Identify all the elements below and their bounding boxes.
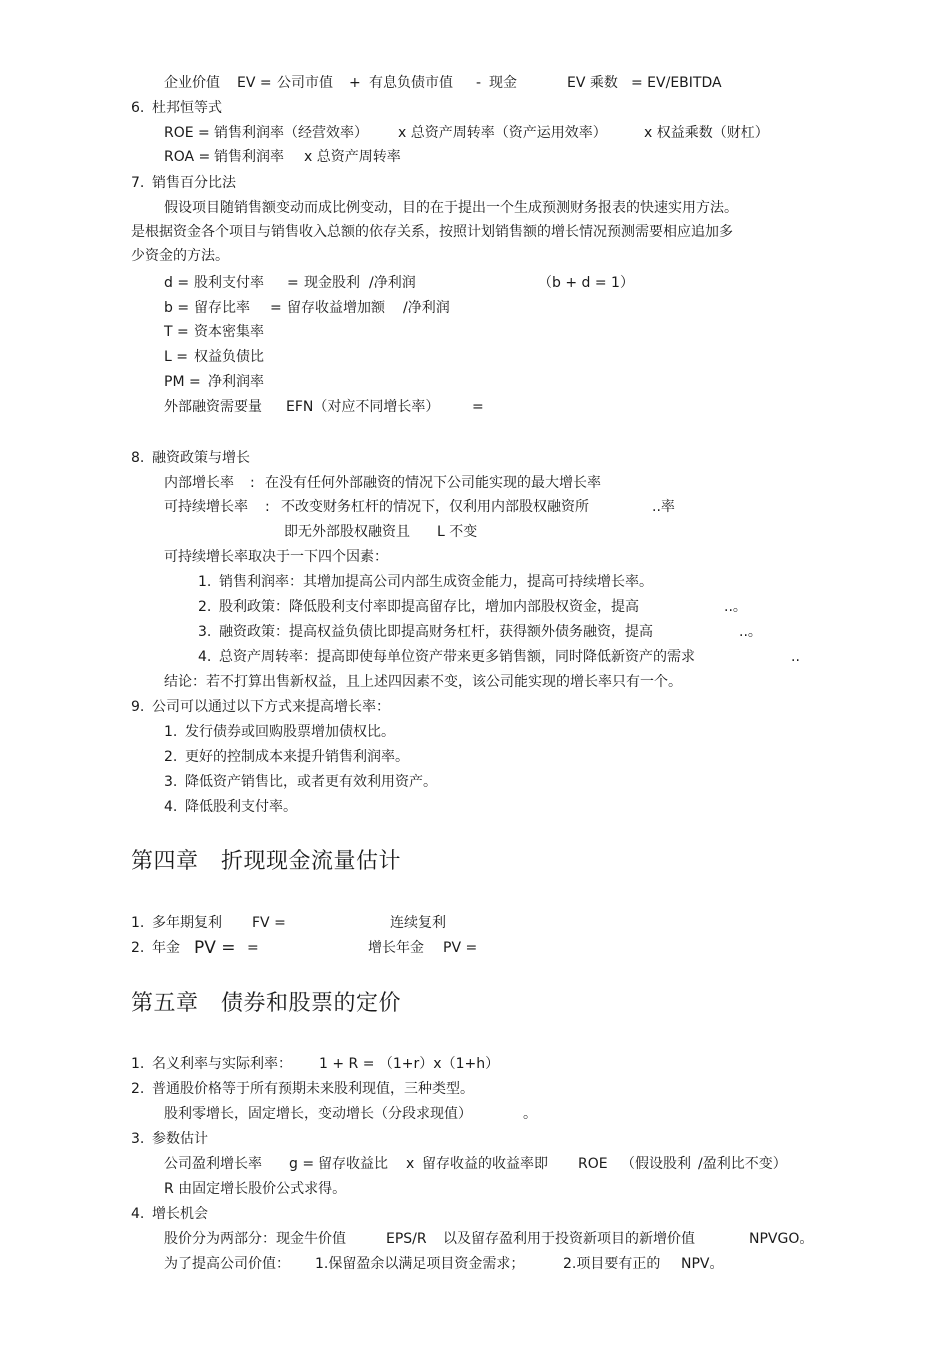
line-growth-rate: 公司盈利增长率 g = 留存收益比 x 留存收益的收益率即 ROE （假设股利 /盈利比不变） [164, 1156, 787, 1172]
pricing-item-1: 1. 名义利率与实际利率： 1 + R = （1+r）x（1+h） [131, 1056, 500, 1072]
method-item-1: 1. 发行债券或回购股票增加债权比。 [164, 724, 395, 740]
line-no-external: 即无外部股权融资且 L 不变 [284, 524, 478, 540]
pricing-item-4: 4. 增长机会 [131, 1206, 208, 1222]
chapter-4-heading: 第四章 折现现金流量估计 [131, 849, 402, 874]
line-sustainable-growth: 可持续增长率 : 不改变财务杠杆的情况下，仅利用内部股权融资所 ..率 [164, 499, 675, 515]
list-item-8: 8. 融资政策与增长 [131, 450, 250, 466]
line-firm-value: 为了提高公司价值： 1.保留盈余以满足项目资金需求； 2.项目要有正的 NPV。 [164, 1256, 724, 1272]
line-factors: 可持续增长率取决于一下四个因素： [164, 549, 388, 565]
factor-item-1: 1. 销售利润率：其增加提高公司内部生成资金能力，提高可持续增长率。 [198, 574, 653, 590]
factor-item-4: 4. 总资产周转率：提高即使每单位资产带来更多销售额，同时降低新资产的需求 .. [198, 649, 800, 665]
line-roe: ROE = 销售利润率（经营效率） x 总资产周转率（资产运用效率） x 权益乘数（财杠） [164, 125, 769, 141]
list-item-9: 9. 公司可以通过以下方式来提高增长率： [131, 699, 390, 715]
line-efn: 外部融资需要量 EFN（对应不同增长率） = [164, 399, 484, 415]
line-roa: ROA = 销售利润率 x 总资产周转率 [164, 149, 401, 165]
paragraph-line: 少资金的方法。 [131, 248, 229, 264]
factor-item-2: 2. 股利政策：降低股利支付率即提高留存比，增加内部股权资金，提高 ..。 [198, 599, 747, 615]
line-npvgo: 股价分为两部分：现金牛价值 EPS/R 以及留存盈利用于投资新项目的新增价值 NPVGO。 [164, 1231, 814, 1247]
dcf-item-1: 1. 多年期复利 FV = 连续复利 [131, 915, 446, 931]
pricing-item-3: 3. 参数估计 [131, 1131, 208, 1147]
line-l: L = 权益负债比 [164, 349, 264, 365]
line-dividend-types: 股利零增长，固定增长，变动增长（分段求现值） 。 [164, 1106, 537, 1122]
line-conclusion: 结论：若不打算出售新权益，且上述四因素不变，该公司能实现的增长率只有一个。 [164, 674, 682, 690]
line-t: T = 资本密集率 [164, 324, 264, 340]
line-d: d = 股利支付率 = 现金股利 /净利润 （b + d = 1） [164, 275, 634, 291]
pricing-item-2: 2. 普通股价格等于所有预期未来股利现值，三种类型。 [131, 1081, 474, 1097]
method-item-4: 4. 降低股利支付率。 [164, 799, 297, 815]
factor-item-3: 3. 融资政策：提高权益负债比即提高财务杠杆，获得额外债务融资，提高 ..。 [198, 624, 762, 640]
chapter-5-heading: 第五章 债券和股票的定价 [131, 991, 402, 1016]
method-item-3: 3. 降低资产销售比，或者更有效利用资产。 [164, 774, 437, 790]
paragraph-line: 假设项目随销售额变动而成比例变动，目的在于提出一个生成预测财务报表的快速实用方法。 [164, 200, 738, 216]
line-internal-growth: 内部增长率 : 在没有任何外部融资的情况下公司能实现的最大增长率 [164, 475, 601, 491]
line-b: b = 留存比率 = 留存收益增加额 /净利润 [164, 300, 450, 316]
method-item-2: 2. 更好的控制成本来提升销售利润率。 [164, 749, 409, 765]
list-item-6: 6. 杜邦恒等式 [131, 100, 222, 116]
line-r-formula: R 由固定增长股价公式求得。 [164, 1181, 347, 1197]
line-pm: PM = 净利润率 [164, 374, 264, 390]
paragraph-line: 是根据资金各个项目与销售收入总额的依存关系，按照计划销售额的增长情况预测需要相应追加多 [131, 224, 733, 240]
list-item-7: 7. 销售百分比法 [131, 175, 236, 191]
line-ev: 企业价值 EV = 公司市值 + 有息负债市值 - 现金 EV 乘数 = EV/EBITDA [164, 75, 722, 91]
dcf-item-2: 2. 年金 PV = = 增长年金 PV = [131, 938, 478, 958]
